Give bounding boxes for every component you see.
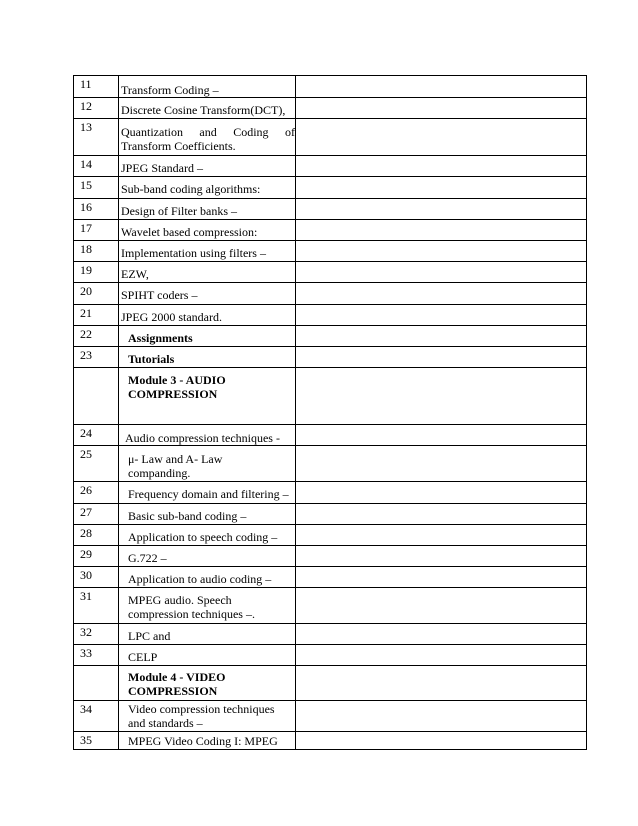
row-number: 27: [80, 505, 92, 519]
row-topic: Video compression techniques: [128, 702, 275, 716]
module-heading-line2: COMPRESSION: [128, 387, 218, 401]
row-topic: μ- Law and A- Law: [128, 452, 223, 466]
row-number: 34: [80, 702, 92, 716]
row-topic: [121, 125, 295, 139]
row-number: 21: [80, 306, 92, 320]
row-divider: [73, 731, 587, 732]
row-topic: LPC and: [128, 629, 171, 643]
row-divider: [73, 282, 587, 283]
row-divider: [73, 587, 587, 588]
row-divider: [73, 240, 587, 241]
row-divider: [73, 325, 587, 326]
row-divider: [73, 623, 587, 624]
topic-word: of: [284, 125, 295, 139]
row-topic: EZW,: [121, 267, 149, 281]
row-number: 25: [80, 447, 92, 461]
row-topic: Implementation using filters –: [121, 246, 266, 260]
column-divider: [586, 75, 587, 750]
row-topic: MPEG audio. Speech: [128, 593, 232, 607]
row-divider: [73, 665, 587, 666]
row-number: 16: [80, 200, 92, 214]
row-divider: [73, 176, 587, 177]
row-divider: [73, 524, 587, 525]
module-heading-line2: COMPRESSION: [128, 684, 218, 698]
row-topic: JPEG Standard –: [121, 161, 203, 175]
row-number: 12: [80, 99, 92, 113]
module-heading: Module 4 - VIDEO: [128, 670, 226, 684]
row-divider: [73, 261, 587, 262]
row-divider: [73, 644, 587, 645]
row-number: 14: [80, 157, 92, 171]
row-number: 22: [80, 327, 92, 341]
row-topic-line2: compression techniques –.: [128, 607, 255, 621]
module-heading: Module 3 - AUDIO: [128, 373, 226, 387]
row-number: 15: [80, 178, 92, 192]
row-divider: [73, 566, 587, 567]
row-topic: Assignments: [128, 331, 193, 345]
row-number: 20: [80, 284, 92, 298]
row-topic: G.722 –: [128, 551, 167, 565]
column-divider: [118, 75, 119, 750]
column-divider: [73, 75, 74, 750]
row-number: 28: [80, 526, 92, 540]
row-divider: [73, 445, 587, 446]
row-divider: [73, 481, 587, 482]
row-divider: [73, 346, 587, 347]
row-number: 11: [80, 77, 92, 91]
row-divider: [73, 367, 587, 368]
topic-word: and: [199, 125, 217, 139]
row-number: 17: [80, 221, 92, 235]
row-divider: [73, 424, 587, 425]
row-divider: [73, 700, 587, 701]
row-number: 24: [80, 426, 92, 440]
row-number: 18: [80, 242, 92, 256]
row-topic: Tutorials: [128, 352, 175, 366]
row-topic-line2: and standards –: [128, 716, 203, 730]
row-topic: Frequency domain and filtering –: [128, 487, 289, 501]
row-number: 29: [80, 547, 92, 561]
row-topic-line2: Transform Coefficients.: [121, 139, 236, 153]
row-topic: Basic sub-band coding –: [128, 509, 247, 523]
row-divider: [73, 304, 587, 305]
topic-word: Quantization: [121, 125, 183, 139]
row-divider: [73, 97, 587, 98]
row-divider: [73, 155, 587, 156]
row-topic: Design of Filter banks –: [121, 204, 237, 218]
row-topic: Transform Coding –: [121, 83, 219, 97]
row-topic-line2: companding.: [128, 466, 191, 480]
row-divider: [73, 198, 587, 199]
row-topic: MPEG Video Coding I: MPEG: [128, 734, 278, 748]
row-number: 30: [80, 568, 92, 582]
row-topic: Wavelet based compression:: [121, 225, 258, 239]
row-number: 32: [80, 625, 92, 639]
row-number: 31: [80, 589, 92, 603]
row-divider: [73, 75, 587, 76]
column-divider: [295, 75, 296, 750]
row-divider: [73, 219, 587, 220]
row-number: 26: [80, 483, 92, 497]
row-number: 35: [80, 733, 92, 747]
row-number: 33: [80, 646, 92, 660]
row-divider: [73, 118, 587, 119]
row-topic: Discrete Cosine Transform(DCT),: [121, 103, 286, 117]
row-number: 23: [80, 348, 92, 362]
topic-word: Coding: [233, 125, 269, 139]
row-topic: JPEG 2000 standard.: [121, 310, 222, 324]
row-divider: [73, 545, 587, 546]
row-number: 13: [80, 120, 92, 134]
row-topic: Application to audio coding –: [128, 572, 272, 586]
row-topic: CELP: [128, 650, 158, 664]
row-divider: [73, 749, 587, 750]
row-number: 19: [80, 263, 92, 277]
row-topic: Sub-band coding algorithms:: [121, 182, 261, 196]
row-topic: Application to speech coding –: [128, 530, 278, 544]
row-topic: SPIHT coders –: [121, 288, 198, 302]
row-topic: Audio compression techniques -: [125, 431, 280, 445]
row-divider: [73, 503, 587, 504]
